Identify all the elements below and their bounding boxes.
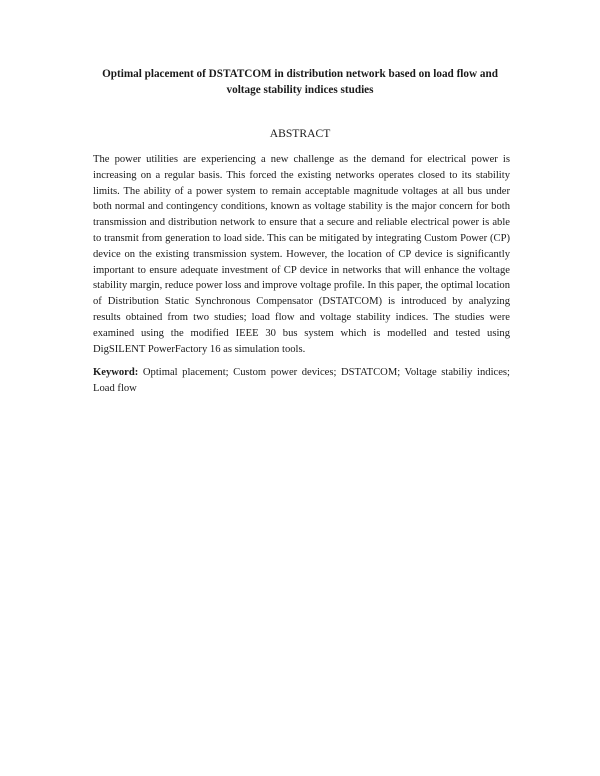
- abstract-body: The power utilities are experiencing a new challenge as the demand for electrical power is increasing on a regular basis. This forced the existing networks operates closed to its stability limits. The ability of a power system to remain acceptable magnitude voltages at all bus under both normal and contingency conditions, known as voltage stability is the major concern for both transmission and distribution network to ensure that a secure and reliable electrical power is able to transmit from generation to load side. This can be mitigated by integrating Custom Power (CP) device on the existing transmission system. However, the location of CP device is significantly important to ensure adequate investment of CP device in networks that will enhance the voltage stability margin, reduce power loss and improve voltage profile. In this paper, the optimal location of Distribution Static Synchronous Compensator (DSTATCOM) is introduced by analyzing results obtained from two studies; load flow and voltage stability indices. The studies were examined using the modified IEEE 30 bus system which is modelled and tested using DigSILENT PowerFactory 16 as simulation tools.: [93, 154, 510, 355]
- abstract-heading: ABSTRACT: [269, 127, 331, 140]
- keywords-text: Optimal placement; Custom power devices; DSTATCOM; Voltage stabiliy indices; Load flow: [93, 367, 510, 394]
- keywords-paragraph: [93, 365, 510, 397]
- paper-title-line-2: voltage stability indices studies: [226, 84, 374, 96]
- paper-title: [80, 66, 520, 98]
- keywords-label: Keyword:: [93, 367, 139, 378]
- paper-title-line-1: Optimal placement of DSTATCOM in distribution network based on load flow and: [102, 68, 498, 80]
